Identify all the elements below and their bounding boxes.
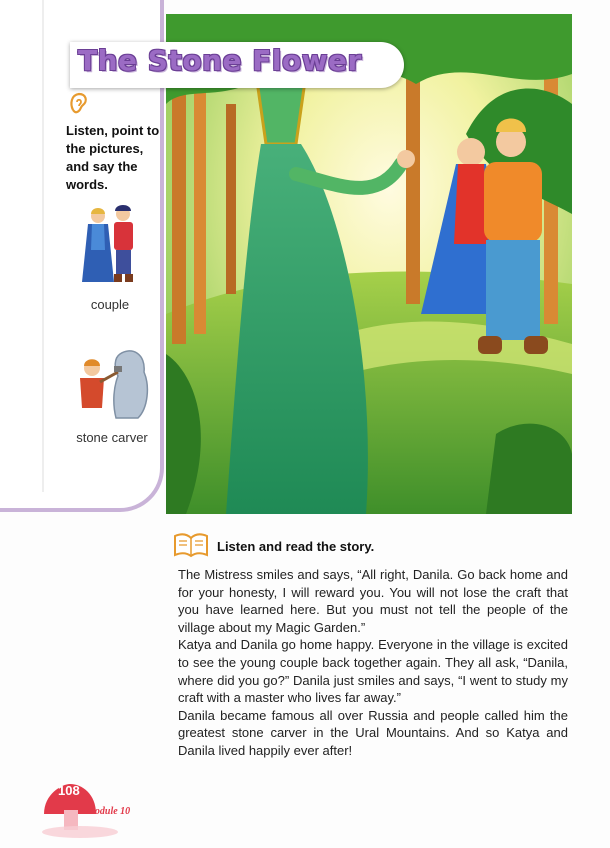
sidebar-instruction: Listen, point to the pictures, and say the words. [66,123,160,192]
ear-icon [66,90,92,116]
couple-caption: couple [90,297,130,312]
stone-carver-illustration [72,346,152,422]
page-title: The Stone Flower [78,44,362,77]
stone-carver-caption: stone carver [76,430,148,445]
module-label: Module 10 [86,806,131,817]
page-number: 108 [58,783,80,798]
book-icon [172,530,210,558]
story-illustration [166,14,572,514]
story-paragraph: Katya and Danila go home happy. Everyone in the village is excited to see the young couple back together again. They all ask, “Danila, where did you go?” Danila just smiles and says, “I went to study my craft with a master who lives far away.” [178,637,568,706]
reading-heading: Listen and read the story. [217,539,375,554]
story-paragraph: Danila became famous all over Russia and people called him the greatest stone carver in the Ural Mountains. And so Katya and Danila lived happily ever after! [178,707,568,758]
story-paragraph: The Mistress smiles and says, “All right, Danila. Go back home and for your honesty, I will reward you. You will not lose the craft that you have learned here. But you must not tell the people of the village about my Magic Garden.” [178,567,568,635]
story-text [178,566,568,760]
couple-illustration [78,200,144,292]
